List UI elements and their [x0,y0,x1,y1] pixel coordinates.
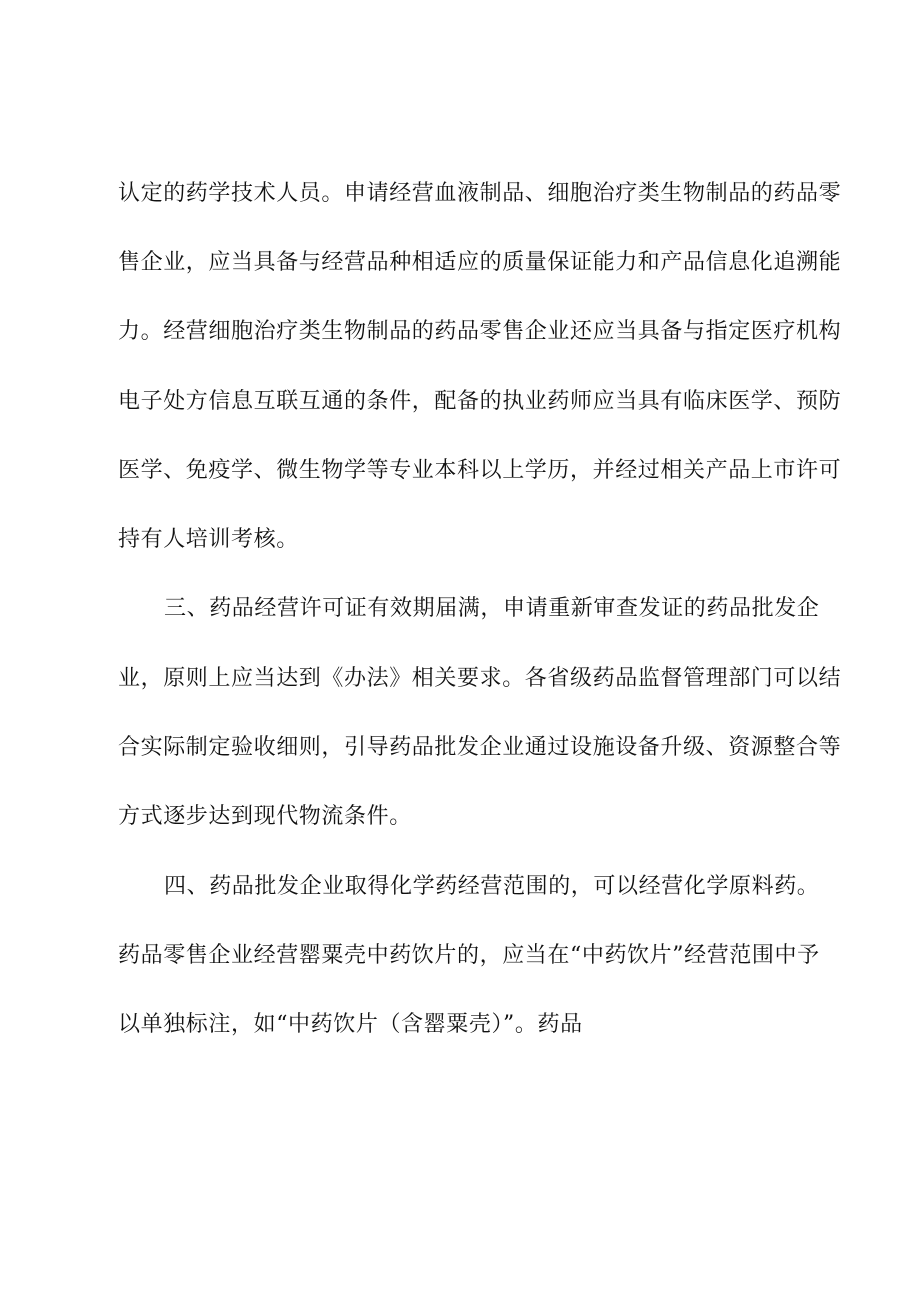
text-line: 四、药品批发企业取得化学药经营范围的，可以经营化学原料药。 [164,874,820,899]
text-line: 电子处方信息互联互通的条件，配备的执业药师应当具有临床医学、预防 [118,389,842,414]
text-line: 医学、免疫学、微生物学等专业本科以上学历，并经过相关产品上市许可 [118,458,842,483]
text-line: 认定的药学技术人员。申请经营血液制品、细胞治疗类生物制品的药品零 [118,181,842,206]
text-line: 业，原则上应当达到《办法》相关要求。各省级药品监督管理部门可以结 [118,666,842,691]
text-line: 三、药品经营许可证有效期届满，申请重新审查发证的药品批发企 [164,596,820,621]
text-line: 合实际制定验收细则，引导药品批发企业通过设施设备升级、资源整合等 [118,735,842,760]
text-line: 售企业，应当具备与经营品种相适应的质量保证能力和产品信息化追溯能 [118,250,842,275]
text-line: 药品零售企业经营罂粟壳中药饮片的，应当在“中药饮片”经营范围中予 [118,943,820,968]
text-line: 以单独标注，如“中药饮片（含罂粟壳）”。药品 [118,1012,583,1037]
text-line: 力。经营细胞治疗类生物制品的药品零售企业还应当具备与指定医疗机构 [118,319,842,344]
text-line: 方式逐步达到现代物流条件。 [118,804,412,829]
text-line: 持有人培训考核。 [118,527,299,552]
